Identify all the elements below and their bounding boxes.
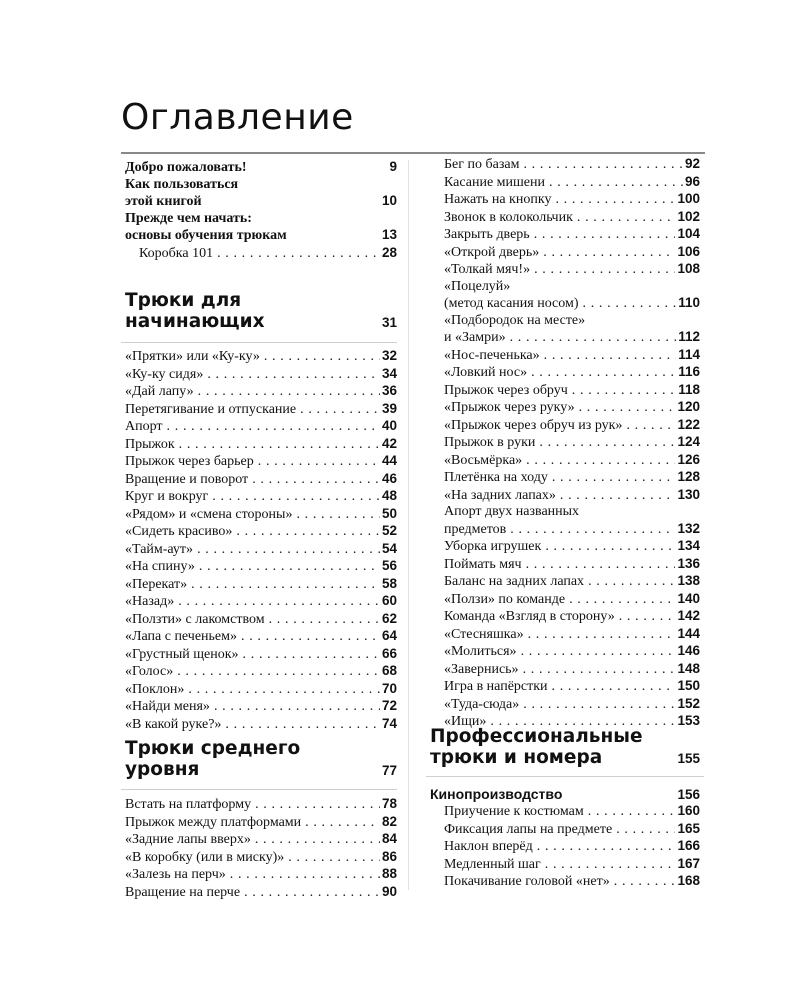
toc-entry[interactable] <box>125 366 397 384</box>
toc-page-number: 74 <box>381 715 397 731</box>
toc-page-number: 48 <box>381 488 397 503</box>
toc-entry-title: «Поклон» <box>125 681 185 697</box>
toc-page-number: 134 <box>677 538 700 553</box>
toc-page-number: 122 <box>677 416 700 432</box>
toc-entry[interactable] <box>125 866 397 884</box>
toc-page-number: 78 <box>381 796 397 811</box>
dot-leader <box>197 542 380 559</box>
toc-entry[interactable] <box>125 348 397 366</box>
dot-leader <box>243 647 380 664</box>
dot-leader <box>230 867 380 884</box>
dot-leader <box>255 832 380 849</box>
toc-page-number: 100 <box>677 191 700 206</box>
toc-page-number: 66 <box>381 645 397 661</box>
toc-entry[interactable] <box>125 831 397 849</box>
section-rule <box>121 789 397 790</box>
toc-entry-title: «Ку-ку сидя» <box>125 366 204 382</box>
dot-leader <box>560 488 676 505</box>
toc-page-number: 42 <box>381 435 397 451</box>
toc-page-number: 52 <box>381 523 397 538</box>
toc-entry-title: «На задних лапах» <box>444 487 556 503</box>
toc-entry[interactable] <box>444 244 700 262</box>
section-pro-heading <box>430 726 643 768</box>
toc-entry-title: Касание мишени <box>444 174 545 190</box>
dot-leader <box>179 437 380 454</box>
toc-entry[interactable] <box>444 803 700 821</box>
dot-leader <box>626 418 675 435</box>
toc-entry-title: «Лапа с печеньем» <box>125 629 238 644</box>
toc-page-number: 128 <box>677 469 700 484</box>
toc-entry-title: Добро пожаловать! <box>125 160 247 175</box>
toc-entry[interactable] <box>444 556 700 574</box>
toc-page-number: 46 <box>381 470 397 486</box>
dot-leader <box>258 454 380 471</box>
dot-leader <box>569 592 675 609</box>
toc-entry[interactable] <box>444 469 700 487</box>
toc-entry-title: Вращение и поворот <box>125 471 249 487</box>
toc-page-number: 102 <box>677 208 700 224</box>
toc-entry[interactable] <box>125 646 397 664</box>
toc-entry[interactable] <box>125 628 397 646</box>
toc-entry[interactable] <box>125 488 397 506</box>
toc-entry[interactable] <box>125 193 397 211</box>
dot-leader <box>191 577 380 594</box>
toc-entry-title: «Туда-сюда» <box>444 696 520 712</box>
toc-page-number: 126 <box>677 451 700 467</box>
toc-page-number: 68 <box>381 663 397 678</box>
toc-entry[interactable] <box>125 849 397 867</box>
toc-entry-title: Встать на платформу <box>125 797 252 812</box>
toc-entry-title: «Молиться» <box>444 644 517 659</box>
toc-page-number: 56 <box>381 558 397 573</box>
dot-leader <box>577 210 676 227</box>
toc-page-number: 70 <box>381 680 397 696</box>
toc-entry-title: «Рядом» и «смена стороны» <box>125 506 293 522</box>
toc-page-number: 60 <box>381 593 397 608</box>
toc-entry[interactable] <box>444 608 700 626</box>
toc-page-number: 124 <box>677 434 700 449</box>
toc-page-number: 114 <box>678 346 700 362</box>
toc-page-number: 84 <box>381 831 397 846</box>
toc-entry[interactable] <box>444 452 700 470</box>
dot-leader <box>288 850 380 867</box>
toc-entry[interactable] <box>444 399 700 417</box>
toc-page-number: 167 <box>677 855 700 871</box>
toc-entry-title: «Открой дверь» <box>444 244 540 260</box>
toc-entry-title: (метод касания носом) <box>444 296 579 311</box>
toc-page-number: 88 <box>381 866 397 881</box>
toc-entry-title: Прежде чем начать: <box>125 210 252 226</box>
dot-leader <box>188 682 380 699</box>
toc-entry[interactable] <box>125 523 397 541</box>
right-list <box>444 156 700 731</box>
toc-entry-title: Уборка игрушек <box>444 539 542 554</box>
toc-page-number: 168 <box>677 873 700 888</box>
toc-entry[interactable] <box>444 261 700 279</box>
toc-entry[interactable] <box>125 506 397 524</box>
toc-entry[interactable] <box>125 593 397 611</box>
toc-entry-title: «Подбородок на месте» <box>444 312 586 328</box>
toc-entry[interactable] <box>125 245 397 263</box>
toc-page-number: 34 <box>381 365 397 381</box>
toc-entry-title: Бег по базам <box>444 157 520 172</box>
section-intermediate-heading <box>125 738 300 780</box>
toc-entry[interactable] <box>125 436 397 454</box>
section-heading-line: уровня <box>125 759 200 780</box>
toc-entry-title: основы обучения трюкам <box>125 228 287 243</box>
toc-page-number: 160 <box>677 803 700 818</box>
toc-entry[interactable] <box>444 417 700 435</box>
dot-leader <box>198 384 380 401</box>
toc-page-number: 64 <box>381 628 397 643</box>
toc-page-number: 10 <box>381 193 397 208</box>
toc-entry-title: «Ищи» <box>444 714 487 729</box>
toc-entry-title: «Залезь на перч» <box>125 867 226 882</box>
dot-leader <box>178 594 380 611</box>
toc-page-number: 36 <box>381 383 397 398</box>
toc-entry[interactable] <box>125 401 397 419</box>
toc-entry[interactable] <box>444 696 700 714</box>
section-heading-line: Профессиональные <box>430 726 643 747</box>
toc-entry-title: «Грустный щенок» <box>125 646 239 662</box>
toc-entry[interactable] <box>125 453 397 471</box>
toc-entry[interactable] <box>444 226 700 244</box>
toc-page-number: 132 <box>677 520 700 536</box>
toc-entry[interactable] <box>125 471 397 489</box>
dot-leader <box>214 699 380 716</box>
toc-entry-title: Прыжок через барьер <box>125 454 254 469</box>
toc-entry[interactable] <box>125 159 397 177</box>
toc-page-number: 148 <box>677 660 700 676</box>
toc-entry-title: «Тайм-аут» <box>125 541 194 557</box>
toc-entry[interactable] <box>444 873 700 891</box>
dot-leader <box>526 557 676 574</box>
section-page-number: 155 <box>677 751 700 766</box>
toc-entry-title: Перетягивание и отпускание <box>125 401 297 417</box>
dot-leader <box>544 348 677 365</box>
toc-page-number: 96 <box>684 173 700 189</box>
toc-entry[interactable] <box>444 626 700 644</box>
toc-entry-title: «Восьмёрка» <box>444 452 523 468</box>
toc-entry-title: Плетёнка на ходу <box>444 470 548 485</box>
toc-entry[interactable] <box>125 716 397 734</box>
toc-entry[interactable] <box>444 295 700 313</box>
toc-entry-title: Покачивание головой «нет» <box>444 874 610 889</box>
section-heading-line: Трюки среднего <box>125 738 301 759</box>
toc-entry-title: Закрыть дверь <box>444 227 530 242</box>
toc-page-number: 106 <box>677 243 700 259</box>
section-page-number: 31 <box>381 315 397 330</box>
section-rule <box>121 342 397 343</box>
toc-entry[interactable] <box>444 174 700 192</box>
toc-page-number: 92 <box>684 156 700 171</box>
section-heading-line: трюки и номера <box>430 747 603 768</box>
toc-entry-title: «В коробку (или в миску)» <box>125 849 285 865</box>
toc-entry-title: Игра в напёрстки <box>444 679 548 694</box>
dot-leader <box>177 664 380 681</box>
dot-leader <box>199 559 380 576</box>
section-heading-line: начинающих <box>125 311 265 332</box>
toc-entry[interactable] <box>444 838 700 856</box>
toc-entry[interactable] <box>125 698 397 716</box>
toc-page-number: 112 <box>678 329 700 344</box>
toc-entry-title: Нажать на кнопку <box>444 192 552 207</box>
toc-page-number: 40 <box>381 418 397 433</box>
toc-page-number: 54 <box>381 540 397 556</box>
toc-page-number: 44 <box>381 453 397 468</box>
toc-page-number: 142 <box>677 608 700 623</box>
dot-leader <box>545 857 676 874</box>
dot-leader <box>534 262 675 279</box>
toc-entry-title: этой книгой <box>125 194 202 209</box>
toc-entry-title: «Ползи» по команде <box>444 591 566 607</box>
toc-entry-title: «Дай лапу» <box>125 384 194 399</box>
toc-entry[interactable] <box>444 521 700 539</box>
toc-entry[interactable] <box>444 856 700 874</box>
toc-page-number: 50 <box>381 505 397 521</box>
toc-entry[interactable] <box>444 209 700 227</box>
toc-entry[interactable] <box>444 538 700 556</box>
toc-page-number: 165 <box>677 820 700 836</box>
dot-leader <box>212 489 380 506</box>
dot-leader <box>583 296 677 313</box>
toc-entry-title: Звонок в колокольчик <box>444 209 573 225</box>
toc-entry-title: «Найди меня» <box>125 699 210 714</box>
dot-leader <box>572 383 676 400</box>
toc-entry-title: Как пользоваться <box>125 176 239 192</box>
film-list <box>444 803 700 891</box>
toc-page-number: 153 <box>677 713 700 728</box>
toc-page-number: 152 <box>677 695 700 711</box>
dot-leader <box>510 330 677 347</box>
toc-page-number: 110 <box>678 295 700 310</box>
dot-leader <box>510 522 675 539</box>
toc-entry-title: «Сидеть красиво» <box>125 524 233 539</box>
dot-leader <box>528 627 676 644</box>
toc-entry[interactable] <box>444 156 700 174</box>
dot-leader <box>588 574 675 591</box>
film-heading <box>430 786 700 804</box>
toc-entry-title: «На спину» <box>125 559 195 574</box>
toc-entry-title: и «Замри» <box>444 330 506 345</box>
toc-entry-title: «Завернись» <box>444 661 519 677</box>
intermediate-list <box>125 796 397 901</box>
dot-leader <box>523 662 676 679</box>
toc-page-number: 116 <box>678 364 700 379</box>
dot-leader <box>537 839 676 856</box>
toc-entry[interactable] <box>444 347 700 365</box>
dot-leader <box>552 679 676 696</box>
toc-entry[interactable] <box>125 383 397 401</box>
dot-leader <box>236 524 380 541</box>
toc-entry[interactable] <box>125 611 397 629</box>
toc-entry[interactable] <box>125 663 397 681</box>
toc-entry[interactable] <box>125 576 397 594</box>
dot-leader <box>207 367 380 384</box>
toc-entry-title: «В какой руке?» <box>125 716 222 732</box>
section-beginner-heading <box>125 290 265 332</box>
intro-list <box>125 159 397 262</box>
toc-entry-title: «Толкай мяч!» <box>444 262 531 277</box>
toc-page-number: 32 <box>381 348 397 363</box>
toc-entry[interactable] <box>444 487 700 505</box>
toc-entry-title: «Перекат» <box>125 576 188 592</box>
toc-entry-title: Прыжок через обруч <box>444 382 568 398</box>
toc-entry-title: «Прыжок через руку» <box>444 400 575 415</box>
dot-leader <box>552 470 676 487</box>
toc-entry-title: «Ловкий нос» <box>444 365 528 380</box>
toc-entry[interactable] <box>125 418 397 436</box>
toc-entry-title: «Прыжок через обруч из рук» <box>444 417 623 433</box>
dot-leader <box>244 885 380 902</box>
toc-page-number: 118 <box>678 381 700 397</box>
page-title: Оглавление <box>121 97 354 138</box>
dot-leader <box>264 349 380 366</box>
dot-leader <box>534 227 676 244</box>
dot-leader <box>225 717 380 734</box>
toc-entry-title: «Ползти» с лакомством <box>125 611 265 627</box>
toc-page-number: 136 <box>677 555 700 571</box>
toc-entry-title: Поймать мяч <box>444 556 522 572</box>
toc-page-number: 140 <box>677 590 700 606</box>
dot-leader <box>549 175 683 192</box>
toc-entry[interactable] <box>444 821 700 839</box>
toc-page-number: 150 <box>677 678 700 693</box>
dot-leader <box>523 697 675 714</box>
dot-leader <box>588 804 676 821</box>
toc-page-number: 104 <box>677 226 700 241</box>
toc-page-number: 156 <box>677 787 700 802</box>
toc-page-number: 62 <box>381 610 397 626</box>
dot-leader <box>523 157 683 174</box>
toc-entry-title: Фиксация лапы на предмете <box>444 821 613 837</box>
toc-entry[interactable] <box>125 227 397 245</box>
toc-entry[interactable] <box>444 434 700 452</box>
toc-entry-title: «Задние лапы вверх» <box>125 832 251 847</box>
dot-leader <box>269 612 380 629</box>
toc-entry-title: Баланс на задних лапах <box>444 574 585 589</box>
section-beginner <box>125 290 397 332</box>
dot-leader <box>521 644 676 661</box>
dot-leader <box>616 822 675 839</box>
toc-page-number: 146 <box>677 643 700 658</box>
toc-entry-title: Прыжок между платформами <box>125 814 302 830</box>
dot-leader <box>539 435 675 452</box>
toc-page-number: 108 <box>677 261 700 276</box>
dot-leader <box>252 472 380 489</box>
toc-entry[interactable] <box>444 643 700 661</box>
toc-entry[interactable] <box>444 591 700 609</box>
dot-leader <box>300 402 380 419</box>
toc-entry-title: «Голос» <box>125 664 174 679</box>
toc-entry-title: Команда «Взгляд в сторону» <box>444 609 615 624</box>
dot-leader <box>614 874 676 891</box>
toc-page-number: 9 <box>389 159 397 174</box>
column-divider <box>408 160 409 890</box>
toc-entry-title: «Стесняшка» <box>444 626 524 642</box>
toc-entry[interactable] <box>125 796 397 814</box>
dot-leader <box>255 797 380 814</box>
toc-entry-title: «Прятки» или «Ку-ку» <box>125 349 260 364</box>
dot-leader <box>296 507 380 524</box>
section-page-number: 77 <box>381 763 397 778</box>
toc-entry-title: «Поцелуй» <box>444 278 511 294</box>
toc-entry[interactable] <box>444 329 700 347</box>
toc-page-number: 72 <box>381 698 397 713</box>
toc-entry-title: Прыжок в руки <box>444 435 536 450</box>
toc-entry[interactable] <box>125 558 397 576</box>
dot-leader <box>531 365 676 382</box>
beginner-list <box>125 348 397 733</box>
toc-page-number: 120 <box>677 399 700 414</box>
dot-leader <box>305 815 380 832</box>
toc-entry[interactable] <box>125 884 397 902</box>
toc-entry-title: Вращение на перче <box>125 884 241 900</box>
toc-page-number: 138 <box>677 573 700 588</box>
toc-page-number: 82 <box>381 813 397 829</box>
toc-entry-title: Коробка 101 <box>139 245 214 261</box>
dot-leader <box>543 245 675 262</box>
toc-page-number: 39 <box>381 400 397 416</box>
toc-entry[interactable] <box>444 191 700 209</box>
toc-entry-title: Круг и вокруг <box>125 489 209 504</box>
dot-leader <box>619 609 676 626</box>
toc-entry-title: Кинопроизводство <box>430 786 563 802</box>
toc-entry[interactable] <box>444 364 700 382</box>
section-intermediate <box>125 738 397 780</box>
toc-entry-title: «Назад» <box>125 594 175 609</box>
dot-leader <box>555 192 675 209</box>
toc-page-number: 86 <box>381 848 397 864</box>
toc-page-number: 90 <box>381 883 397 899</box>
section-heading-line: Трюки для <box>125 290 242 311</box>
dot-leader <box>217 246 380 263</box>
toc-entry[interactable] <box>125 814 397 832</box>
dot-leader <box>167 419 380 436</box>
toc-entry-title: «Нос-печенька» <box>444 347 540 363</box>
dot-leader <box>545 539 675 556</box>
toc-entry-title: Наклон вперёд <box>444 839 533 854</box>
toc-entry-title: Приучение к костюмам <box>444 804 584 819</box>
title-rule <box>121 152 705 154</box>
toc-page-number: 166 <box>677 838 700 853</box>
toc-entry-title: Медленный шаг <box>444 856 541 872</box>
toc-page-number: 58 <box>381 575 397 591</box>
toc-entry-title: Прыжок <box>125 436 175 452</box>
dot-leader <box>579 400 676 417</box>
section-pro <box>430 726 700 768</box>
toc-entry-film[interactable] <box>430 786 700 804</box>
toc-entry[interactable] <box>444 661 700 679</box>
toc-page-number: 13 <box>381 227 397 242</box>
dot-leader <box>526 453 675 470</box>
toc-entry-title: предметов <box>444 521 507 537</box>
toc-page-number: 144 <box>677 625 700 641</box>
toc-entry-title: Апорт <box>125 419 163 434</box>
dot-leader <box>241 629 380 646</box>
toc-entry-title: Апорт двух названных <box>444 504 580 519</box>
toc-entry[interactable] <box>444 678 700 696</box>
toc-entry[interactable] <box>444 382 700 400</box>
section-rule <box>426 776 704 777</box>
toc-entry[interactable] <box>125 681 397 699</box>
toc-entry[interactable] <box>125 541 397 559</box>
toc-entry[interactable] <box>444 573 700 591</box>
toc-page-number: 130 <box>677 486 700 502</box>
toc-page-number: 28 <box>381 244 397 260</box>
